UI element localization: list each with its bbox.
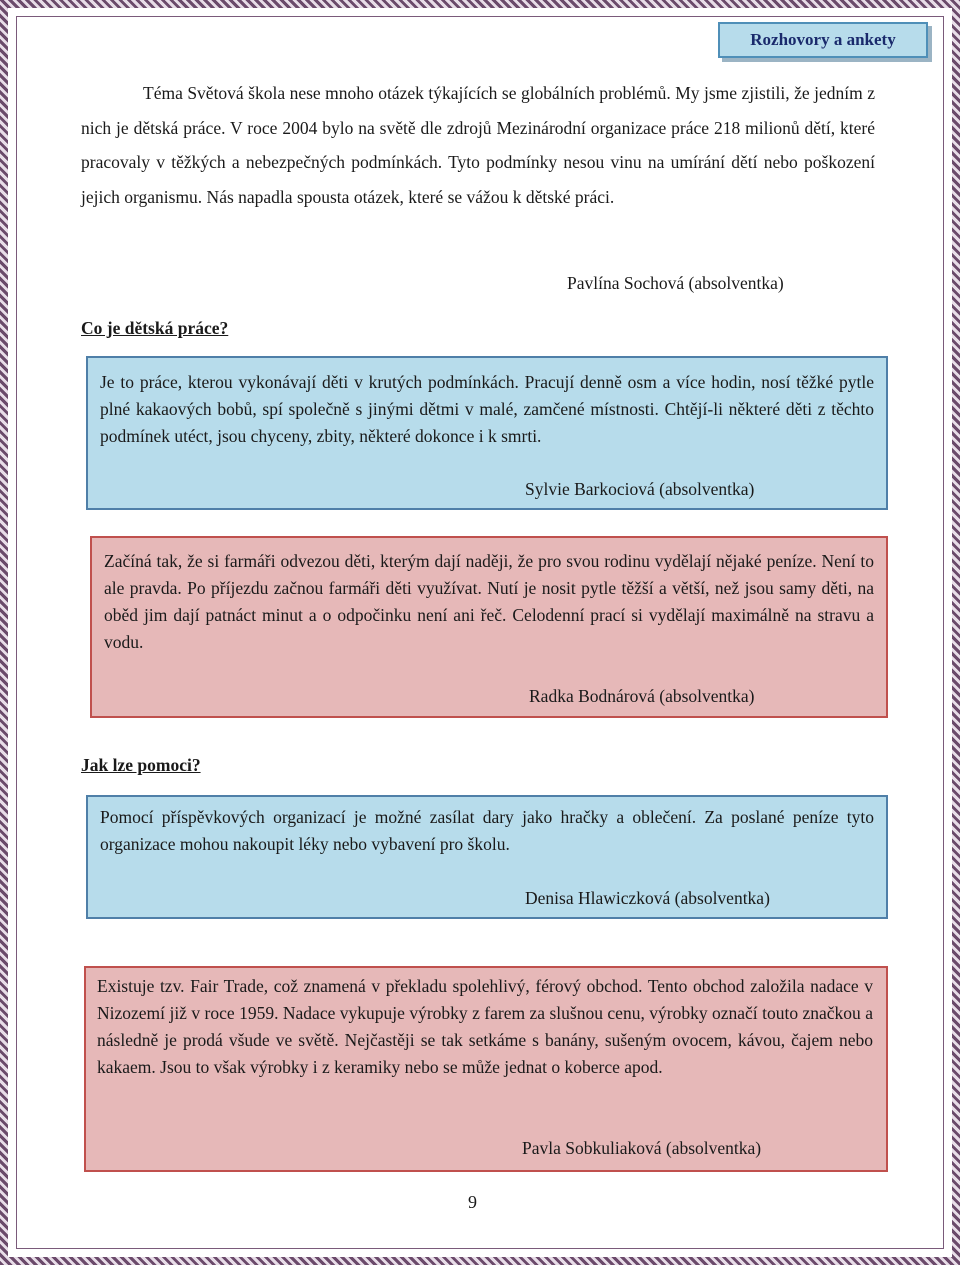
page-number: 9 [468,1192,477,1212]
answer-box-3 [86,795,888,919]
answer-box-3-author: Denisa Hlawiczková (absolventka) [525,888,770,908]
intro-author: Pavlína Sochová (absolventka) [567,273,784,293]
intro-paragraph: Téma Světová škola nese mnoho otázek týkajících se globálních problémů. My jsme zjistili, že jedním z nich je dětská práce. V roce 2004 bylo na světě dle zdrojů Mezinárodní organizace práce 218 milionů dětí, které pracovaly v těžkých a nebezpečných podmínkách. Tyto podmínky nesou vinu na umírání dětí nebo poškození jejich organismu. Nás napadla spousta otázek, které se vážou k dětské práci. [81,83,875,207]
answer-box-4-text: Existuje tzv. Fair Trade, což znamená v překladu spolehlivý, férový obchod. Tento obchod založila nadace v Nizozemí již v roce 1959. Nadace vykupuje výrobky z farem za slušnou cenu, výrobky označí touto značkou a následně je prodá všude ve světě. Nejčastěji se tak setkáme s banány, sušeným ovocem, kávou, čajem nebo kakaem. Jsou to však výrobky i z keramiky nebo se může jednat o koberce apod. [97,976,873,1077]
answer-box-4 [84,966,888,1172]
answer-box-4-author: Pavla Sobkuliaková (absolventka) [522,1138,762,1158]
heading-what-is-child-labor: Co je dětská práce? [81,318,229,338]
answer-box-3-text: Pomocí příspěvkových organizací je možné zasílat dary jako hračky a oblečení. Za poslané peníze tyto organizace mohou nakoupit léky nebo vybavení pro školu. [100,807,874,854]
answer-box-2 [90,536,888,718]
answer-box-2-text: Začíná tak, že si farmáři odvezou děti, kterým dají naději, že pro svou rodinu vydělají nějaké peníze. Není to ale pravda. Po příjezdu začnou farmáři děti využívat. Nutí je nosit pytle těžší a větší, než jsou samy děti, na oběd jim dají patnáct minut a o odpočinku není ani řeč. Celodenní prací si vydělají maximálně na stravu a vodu. [104,551,874,652]
answer-box-1-text: Je to práce, kterou vykonávají děti v krutých podmínkách. Pracují denně osm a více hodin, nosí těžké pytle plné kakaových bobů, spí společně s jinými dětmi v malé, zamčené místnosti. Chtějí-li některé děti z těchto podmínek utéct, jsou chyceny, zbity, některé dokonce i k smrti. [100,372,874,446]
heading-how-to-help: Jak lze pomoci? [81,755,201,775]
answer-box-2-author: Radka Bodnárová (absolventka) [529,686,755,706]
answer-box-1-author: Sylvie Barkociová (absolventka) [525,479,755,499]
section-tag: Rozhovory a ankety [718,22,928,58]
answer-box-1 [86,356,888,510]
